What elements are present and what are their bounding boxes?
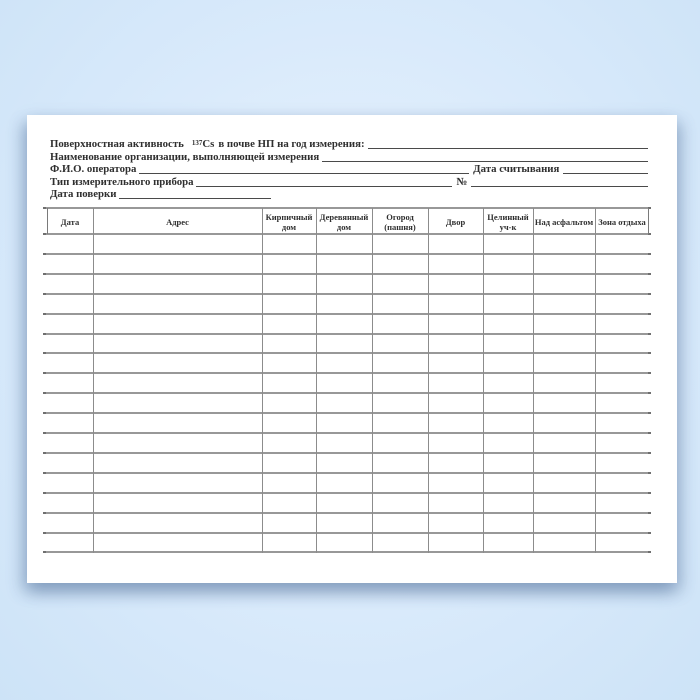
table-row — [47, 493, 649, 513]
table-row — [47, 453, 649, 473]
column-header: Дата — [60, 216, 80, 227]
column-header: Над асфальтом — [534, 216, 594, 227]
form-line-organization — [50, 150, 648, 162]
activity-label: Поверхностная активность — [50, 138, 184, 151]
table-gridline-h — [43, 452, 651, 454]
organization-label: Наименование организации, выполняющей измерения — [50, 150, 322, 163]
table-gridline-v — [483, 208, 484, 553]
table-gridline-v — [262, 208, 263, 553]
table-gridline-h — [43, 512, 651, 514]
table-row — [47, 533, 649, 553]
column-header: Целинный уч-к — [487, 211, 529, 232]
table-gridline-h — [43, 333, 651, 335]
table-gridline-v — [595, 208, 596, 553]
table-row — [47, 373, 649, 393]
column-header: Двор — [445, 216, 466, 227]
read-date-label: Дата считывания — [473, 163, 560, 176]
table-outer-border-v — [47, 208, 48, 234]
table-row — [47, 314, 649, 334]
form-line-operator — [50, 163, 648, 175]
table-row — [47, 234, 649, 254]
column-header: Зона отдыха — [598, 216, 646, 227]
table-gridline-h — [43, 432, 651, 434]
table-row — [47, 393, 649, 413]
table-gridline-v — [93, 208, 94, 553]
fill-in-blank-organization — [322, 160, 648, 162]
table-row — [47, 334, 649, 354]
isotope-symbol: Cs — [202, 138, 215, 151]
form-line-instrument — [50, 175, 648, 187]
table-row — [47, 254, 649, 274]
table-gridline-h — [43, 551, 651, 553]
table-gridline-h — [43, 253, 651, 255]
table-row — [47, 274, 649, 294]
table-row — [47, 433, 649, 453]
fill-in-blank-calibration-date — [119, 197, 271, 199]
fill-in-blank-year — [368, 147, 648, 149]
table-gridline-h — [43, 372, 651, 374]
table-gridline-v — [316, 208, 317, 553]
form-document — [27, 115, 677, 583]
form-line-calibration — [50, 188, 648, 200]
table-row — [47, 353, 649, 373]
table-gridline-h — [43, 233, 651, 235]
table-gridline-v — [372, 208, 373, 553]
table-gridline-h — [43, 313, 651, 315]
isotope-cs137 — [192, 138, 215, 150]
instrument-type-label: Тип измерительного прибора — [50, 175, 197, 188]
table-gridline-v — [428, 208, 429, 553]
column-header: Адрес — [166, 216, 189, 227]
table-gridline-h — [43, 392, 651, 394]
table-gridline-h — [43, 352, 651, 354]
table-row — [47, 294, 649, 314]
isotope-mass: 137 — [191, 139, 203, 148]
table-gridline-h — [43, 293, 651, 295]
form-header-block — [50, 138, 648, 200]
operator-label: Ф.И.О. оператора — [50, 163, 140, 176]
table-gridline-h — [43, 472, 651, 474]
fill-in-blank-operator — [139, 172, 469, 174]
table-gridline-h — [43, 532, 651, 534]
fill-in-blank-instrument-number — [471, 185, 648, 187]
column-header: Кирпичный дом — [265, 211, 313, 232]
fill-in-blank-instrument — [196, 185, 452, 187]
table-gridline-h — [43, 492, 651, 494]
calibration-date-label: Дата поверки — [50, 187, 120, 200]
table-gridline-h — [43, 207, 651, 209]
column-header: Деревянный дом — [319, 211, 369, 232]
measurement-table — [47, 208, 649, 555]
table-gridline-h — [43, 412, 651, 414]
fill-in-blank-read-date — [563, 172, 648, 174]
table-outer-border-v — [648, 208, 649, 234]
activity-label-rest: в почве НП на год измерения: — [218, 138, 365, 151]
table-gridline-v — [533, 208, 534, 553]
table-row — [47, 413, 649, 433]
table-row — [47, 473, 649, 493]
form-line-activity — [50, 138, 648, 150]
table-row — [47, 513, 649, 533]
column-header: Огород (пашня) — [384, 211, 416, 232]
number-sign-label: № — [456, 175, 468, 188]
table-gridline-h — [43, 273, 651, 275]
